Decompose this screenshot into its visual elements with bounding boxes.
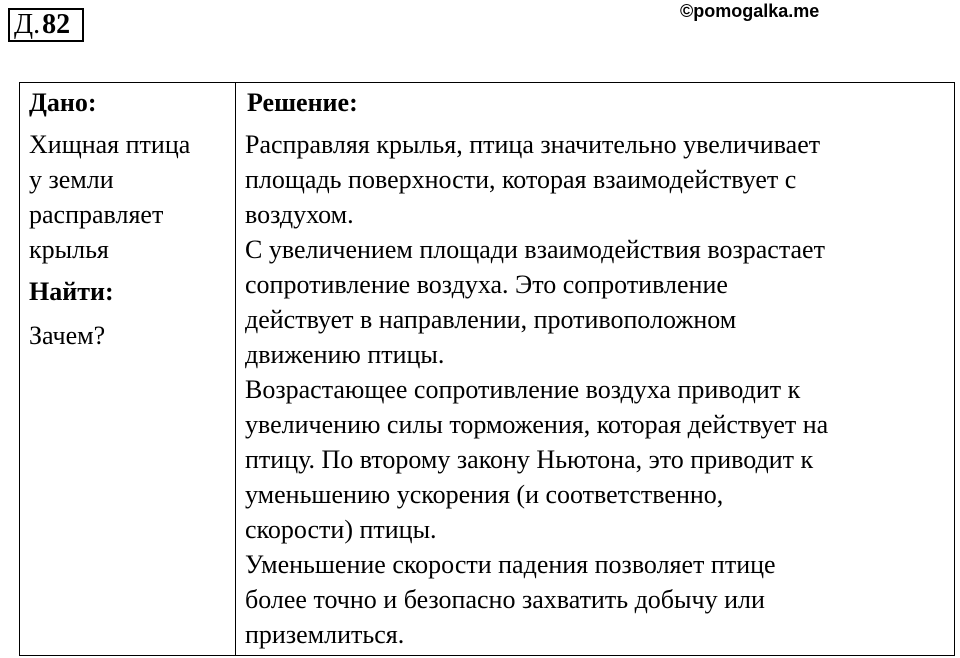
solution-line: птицу. По второму закону Ньютона, это приводит к: [245, 445, 814, 474]
problem-number: 82: [42, 9, 71, 40]
solution-line: более точно и безопасно захватить добычу или: [245, 585, 765, 614]
given-text: [29, 127, 190, 267]
solution-text: [245, 127, 828, 652]
solution-line: уменьшению ускорения (и соответственно,: [245, 480, 724, 509]
task-table: [19, 82, 955, 656]
solution-line: увеличению силы торможения, которая действует на: [245, 410, 829, 439]
solution-line: площадь поверхности, которая взаимодействует с: [245, 165, 797, 194]
site-watermark: ©pomogalka.me: [680, 1, 820, 21]
solution-line: движению птицы.: [245, 340, 445, 369]
find-text: Зачем?: [29, 321, 106, 350]
solution-line: воздухом.: [245, 200, 354, 229]
solution-heading: Решение:: [247, 88, 358, 117]
given-line: у земли: [29, 165, 114, 194]
find-heading: Найти:: [29, 277, 114, 306]
solution-line: Расправляя крылья, птица значительно увеличивает: [245, 130, 821, 159]
solution-line: С увеличением площади взаимодействия возрастает: [245, 235, 825, 264]
given-heading: Дано:: [29, 88, 97, 117]
solution-line: действует в направлении, противоположном: [245, 305, 737, 334]
given-column: [20, 83, 236, 655]
problem-number-label: [8, 8, 84, 42]
problem-prefix: Д.: [14, 9, 41, 40]
given-line: Хищная птица: [29, 130, 191, 159]
given-line: расправляет: [29, 200, 164, 229]
given-line: крылья: [29, 235, 109, 264]
solution-line: Уменьшение скорости падения позволяет птице: [245, 550, 776, 579]
solution-line: скорости) птицы.: [245, 515, 437, 544]
solution-line: приземлиться.: [245, 620, 405, 649]
solution-line: сопротивление воздуха. Это сопротивление: [245, 270, 728, 299]
solution-line: Возрастающее сопротивление воздуха приводит к: [245, 375, 801, 404]
solution-column: [236, 83, 954, 655]
